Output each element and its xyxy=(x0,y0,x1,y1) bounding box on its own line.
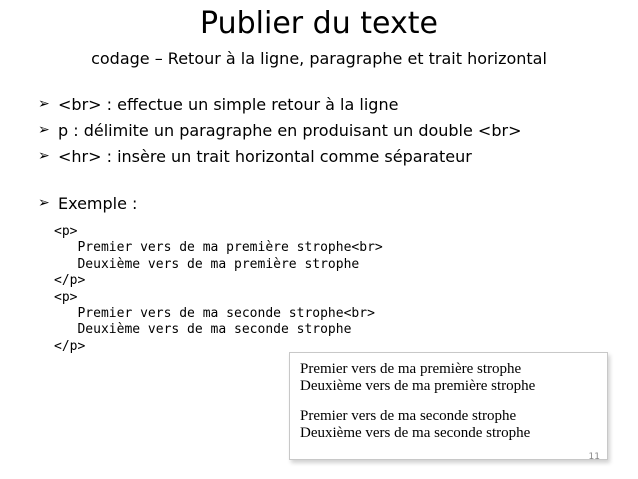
bullet-list xyxy=(38,91,628,169)
code-line: <p> xyxy=(54,289,78,305)
code-line: </p> xyxy=(54,338,86,354)
slide-title: Publier du texte xyxy=(200,6,438,41)
bullet-text: <hr> : insère un trait horizontal comme séparateur xyxy=(58,146,472,166)
bullet-text: <br> : effectue un simple retour à la ligne xyxy=(58,94,399,114)
rendered-output-preview xyxy=(289,352,608,460)
bullet-item xyxy=(38,91,628,117)
code-line: Deuxième vers de ma seconde strophe xyxy=(54,322,352,338)
arrow-bullet-icon: ➢ xyxy=(38,122,50,138)
code-line: Premier vers de ma seconde strophe<br> xyxy=(54,306,375,322)
code-line: Deuxième vers de ma première strophe xyxy=(54,256,360,272)
code-example xyxy=(54,224,383,355)
rendered-paragraph xyxy=(300,361,607,395)
example-label: Exemple : xyxy=(58,193,138,213)
bullet-item xyxy=(38,143,628,169)
bullet-item xyxy=(38,117,628,143)
rendered-line: Deuxième vers de ma seconde strophe xyxy=(300,425,531,441)
example-heading xyxy=(38,190,137,216)
arrow-bullet-icon: ➢ xyxy=(38,96,50,112)
rendered-line: Premier vers de ma seconde strophe xyxy=(300,408,517,424)
code-line: Premier vers de ma première strophe<br> xyxy=(54,240,383,256)
rendered-paragraph xyxy=(300,408,607,442)
bullet-text: p : délimite un paragraphe en produisant un double <br> xyxy=(58,120,522,140)
arrow-bullet-icon: ➢ xyxy=(38,148,50,164)
page-number: 11 xyxy=(588,452,600,462)
code-line: <p> xyxy=(54,224,78,239)
slide-subtitle: codage – Retour à la ligne, paragraphe et trait horizontal xyxy=(91,49,547,68)
arrow-bullet-icon: ➢ xyxy=(38,195,50,211)
code-line: </p> xyxy=(54,273,86,289)
rendered-line: Premier vers de ma première strophe xyxy=(300,361,522,377)
rendered-line: Deuxième vers de ma première strophe xyxy=(300,378,536,394)
